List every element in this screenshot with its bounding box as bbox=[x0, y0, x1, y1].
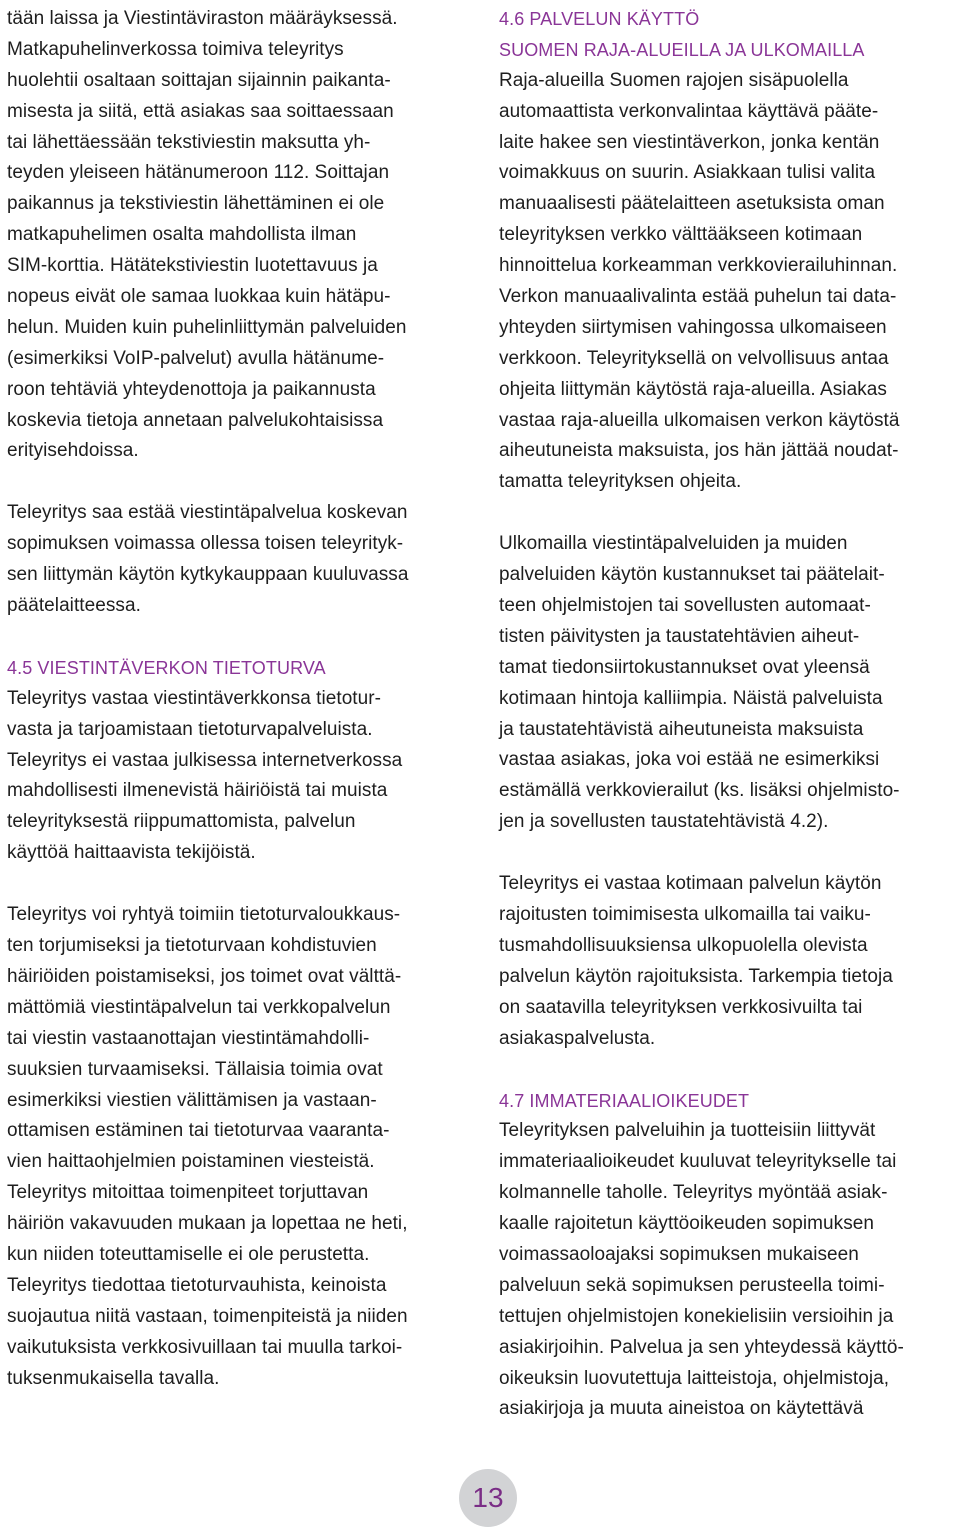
paragraph-security-measures bbox=[7, 900, 469, 1394]
page-number: 13 bbox=[472, 1482, 504, 1513]
paragraph-border-areas bbox=[499, 66, 959, 498]
text-line: Teleyritys voi ryhtyä toimiin tietoturvaloukkaus- bbox=[7, 904, 401, 926]
text-line: misesta ja siitä, että asiakas saa soittaessaan bbox=[7, 100, 394, 122]
text-line: helun. Muiden kuin puhelinliittymän palveluiden bbox=[7, 316, 407, 338]
text-line: teyden yleiseen hätänumeroon 112. Soittajan bbox=[7, 162, 390, 184]
text-line: teleyrityksen verkko välttääkseen kotimaan bbox=[499, 224, 863, 246]
text-line: ohjeita liittymän käytöstä raja-alueilla. Asiakas bbox=[499, 378, 887, 400]
text-line: ten torjumiseksi ja tietoturvaan kohdistuvien bbox=[7, 935, 377, 957]
paragraph-gap bbox=[7, 869, 469, 900]
text-line: palveluun sekä sopimuksen perusteella toimi- bbox=[499, 1274, 885, 1296]
text-line: sen liittymän käytön kytkykauppaan kuuluvassa bbox=[7, 564, 409, 586]
right-column bbox=[499, 4, 959, 1425]
paragraph-usage-restrictions bbox=[499, 869, 959, 1054]
text-line: yhteyden siirtymisen vahingossa ulkomaiseen bbox=[499, 316, 887, 338]
text-line: Teleyritys ei vastaa julkisessa internetverkossa bbox=[7, 749, 403, 771]
text-line: estämällä verkkovierailut (ks. lisäksi ohjelmisto- bbox=[499, 780, 900, 802]
text-line: (esimerkiksi VoIP-palvelut) avulla hätänume- bbox=[7, 347, 385, 369]
text-line: huolehtii osaltaan soittajan sijainnin paikanta- bbox=[7, 69, 391, 91]
text-line: suuksien turvaamiseksi. Tällaisia toimia ovat bbox=[7, 1058, 383, 1080]
text-line: tai viestin vastaanottajan viestintämahdolli- bbox=[7, 1027, 370, 1049]
text-line: tään laissa ja Viestintäviraston määräyksessä. bbox=[7, 8, 398, 29]
text-line: mättömiä viestintäpalvelun tai verkkopalvelun bbox=[7, 996, 391, 1018]
paragraph-emergency bbox=[7, 4, 469, 467]
text-line: SIM-korttia. Hätätekstiviestin luotettavuus ja bbox=[7, 255, 378, 277]
paragraph-gap bbox=[7, 622, 469, 653]
text-line: tamat tiedonsiirtokustannukset ovat yleensä bbox=[499, 656, 870, 678]
text-line: tusmahdollisuuksiensa ulkopuolella olevista bbox=[499, 934, 868, 956]
text-line: voimakkuus on suurin. Asiakkaan tulisi valita bbox=[499, 162, 876, 184]
text-line: nopeus eivät ole samaa luokkaa kuin hätäpu- bbox=[7, 286, 391, 308]
text-line: paikannus ja tekstiviestin lähettäminen ei ole bbox=[7, 193, 385, 215]
text-line: oikeuksin luovutettuja laitteistoja, ohjelmistoja, bbox=[499, 1367, 890, 1389]
text-line: Teleyrityksen palveluihin ja tuotteisiin liittyvät bbox=[499, 1120, 876, 1142]
paragraph-gap bbox=[7, 467, 469, 498]
section-heading-4-6-subtitle: SUOMEN RAJA-ALUEILLA JA ULKOMAILLA bbox=[499, 39, 865, 60]
text-line: erityisehdoissa. bbox=[7, 440, 139, 462]
paragraph-bundled-terminal bbox=[7, 498, 469, 622]
page-number-badge bbox=[459, 1469, 517, 1527]
paragraph-network-security bbox=[7, 684, 469, 869]
text-line: automaattista verkonvalintaa käyttävä pääte- bbox=[499, 100, 879, 122]
text-line: palvelun käytön rajoituksista. Tarkempia tietoja bbox=[499, 965, 893, 987]
text-line: Teleyritys saa estää viestintäpalvelua koskevan bbox=[7, 502, 408, 524]
paragraph-ip-rights bbox=[499, 1116, 959, 1425]
text-line: Raja-alueilla Suomen rajojen sisäpuolella bbox=[499, 69, 849, 91]
text-line: Verkon manuaalivalinta estää puhelun tai data- bbox=[499, 286, 897, 308]
text-line: Teleyritys mitoittaa toimenpiteet torjuttavan bbox=[7, 1182, 369, 1204]
text-line: jen ja sovellusten taustatehtävistä 4.2). bbox=[499, 811, 829, 833]
text-line: vastaa asiakas, joka voi estää ne esimerkiksi bbox=[499, 749, 880, 771]
text-line: matkapuhelimen osalta mahdollista ilman bbox=[7, 224, 357, 246]
text-line: asiakaspalvelusta. bbox=[499, 1027, 656, 1049]
text-line: immateriaalioikeudet kuuluvat teleyritykselle tai bbox=[499, 1151, 897, 1173]
text-line: roon tehtäviä yhteydenottoja ja paikannusta bbox=[7, 378, 376, 400]
text-line: ottamisen estäminen tai tietoturvaa vaaranta- bbox=[7, 1120, 390, 1142]
text-line: koskevia tietoja annetaan palvelukohtaisissa bbox=[7, 409, 384, 431]
text-line: hinnoittelua korkeamman verkkovierailuhinnan. bbox=[499, 255, 898, 277]
text-line: häiriöiden poistamiseksi, jos toimet ovat välttä- bbox=[7, 965, 402, 987]
section-heading-4-6: 4.6 PALVELUN KÄYTTÖ bbox=[499, 9, 700, 29]
text-line: käyttöä haittaavista tekijöistä. bbox=[7, 842, 256, 864]
text-line: tai lähettäessään tekstiviestin maksutta yh- bbox=[7, 131, 371, 153]
text-line: tisten päivitysten ja taustatehtävien aiheut- bbox=[499, 625, 860, 647]
text-line: sopimuksen voimassa ollessa toisen teleyrityk- bbox=[7, 533, 404, 555]
paragraph-gap bbox=[499, 1055, 959, 1086]
text-line: asiakirjoja ja muuta aineistoa on käytettävä bbox=[499, 1398, 864, 1420]
text-line: Teleyritys ei vastaa kotimaan palvelun käytön bbox=[499, 873, 882, 895]
text-line: ja taustatehtävistä aiheutuneista maksuista bbox=[499, 718, 864, 740]
text-line: verkkoon. Teleyrityksellä on velvollisuus antaa bbox=[499, 347, 889, 369]
text-line: kaalle rajoitetun käyttöoikeuden sopimuksen bbox=[499, 1213, 874, 1235]
text-line: Matkapuhelinverkossa toimiva teleyritys bbox=[7, 38, 344, 60]
text-line: vien haittaohjelmien poistaminen viesteistä. bbox=[7, 1151, 375, 1173]
text-line: palveluiden käytön kustannukset tai päätelait- bbox=[499, 564, 885, 586]
text-line: Teleyritys tiedottaa tietoturvauhista, keinoista bbox=[7, 1274, 387, 1296]
paragraph-gap bbox=[499, 838, 959, 869]
text-line: Ulkomailla viestintäpalveluiden ja muiden bbox=[499, 533, 848, 555]
text-line: rajoitusten toimimisesta ulkomailla tai vaiku- bbox=[499, 904, 871, 926]
text-line: vasta ja tarjoamistaan tietoturvapalveluista. bbox=[7, 718, 373, 740]
text-line: teen ohjelmistojen tai sovellusten automaat- bbox=[499, 595, 871, 617]
text-line: aiheutuneista maksuista, jos hän jättää noudat- bbox=[499, 440, 899, 462]
text-line: tuksenmukaisella tavalla. bbox=[7, 1367, 220, 1389]
text-line: laite hakee sen viestintäverkon, jonka kentän bbox=[499, 131, 880, 153]
text-line: mahdollisesti ilmenevistä häiriöistä tai muista bbox=[7, 780, 388, 802]
text-line: tamatta teleyrityksen ohjeita. bbox=[499, 471, 742, 493]
text-line: häiriön vakavuuden mukaan ja lopettaa ne heti, bbox=[7, 1213, 408, 1235]
text-line: asiakirjoihin. Palvelua ja sen yhteydessä käyttö- bbox=[499, 1336, 904, 1358]
text-line: vaikutuksista verkkosivuillaan tai muulla tarkoi- bbox=[7, 1336, 403, 1358]
text-line: teleyrityksestä riippumattomista, palvelun bbox=[7, 811, 356, 833]
text-line: manuaalisesti päätelaitteen asetuksista oman bbox=[499, 193, 885, 215]
text-line: kolmannelle taholle. Teleyritys myöntää asiak- bbox=[499, 1182, 888, 1204]
text-line: vastaa raja-alueilla ulkomaisen verkon käytöstä bbox=[499, 409, 900, 431]
text-line: tettujen ohjelmistojen konekielisiin versioihin ja bbox=[499, 1305, 894, 1327]
text-line: suojautua niitä vastaan, toimenpiteistä ja niiden bbox=[7, 1305, 408, 1327]
text-line: kotimaan hintoja kalliimpia. Näistä palveluista bbox=[499, 687, 883, 709]
text-line: voimassaoloajaksi sopimuksen mukaiseen bbox=[499, 1243, 859, 1265]
text-line: kun niiden toteuttamiselle ei ole perustetta. bbox=[7, 1243, 370, 1265]
left-column bbox=[7, 4, 469, 1394]
paragraph-abroad-costs bbox=[499, 529, 959, 838]
text-line: esimerkiksi viestien välittämisen ja vastaan- bbox=[7, 1089, 377, 1111]
paragraph-gap bbox=[499, 498, 959, 529]
section-heading-4-7: 4.7 IMMATERIAALIOIKEUDET bbox=[499, 1090, 750, 1111]
section-heading-4-5: 4.5 VIESTINTÄVERKON TIETOTURVA bbox=[7, 657, 326, 678]
text-line: on saatavilla teleyrityksen verkkosivuilta tai bbox=[499, 996, 863, 1018]
text-line: päätelaitteessa. bbox=[7, 595, 141, 617]
text-line: Teleyritys vastaa viestintäverkkonsa tietotur- bbox=[7, 687, 382, 709]
